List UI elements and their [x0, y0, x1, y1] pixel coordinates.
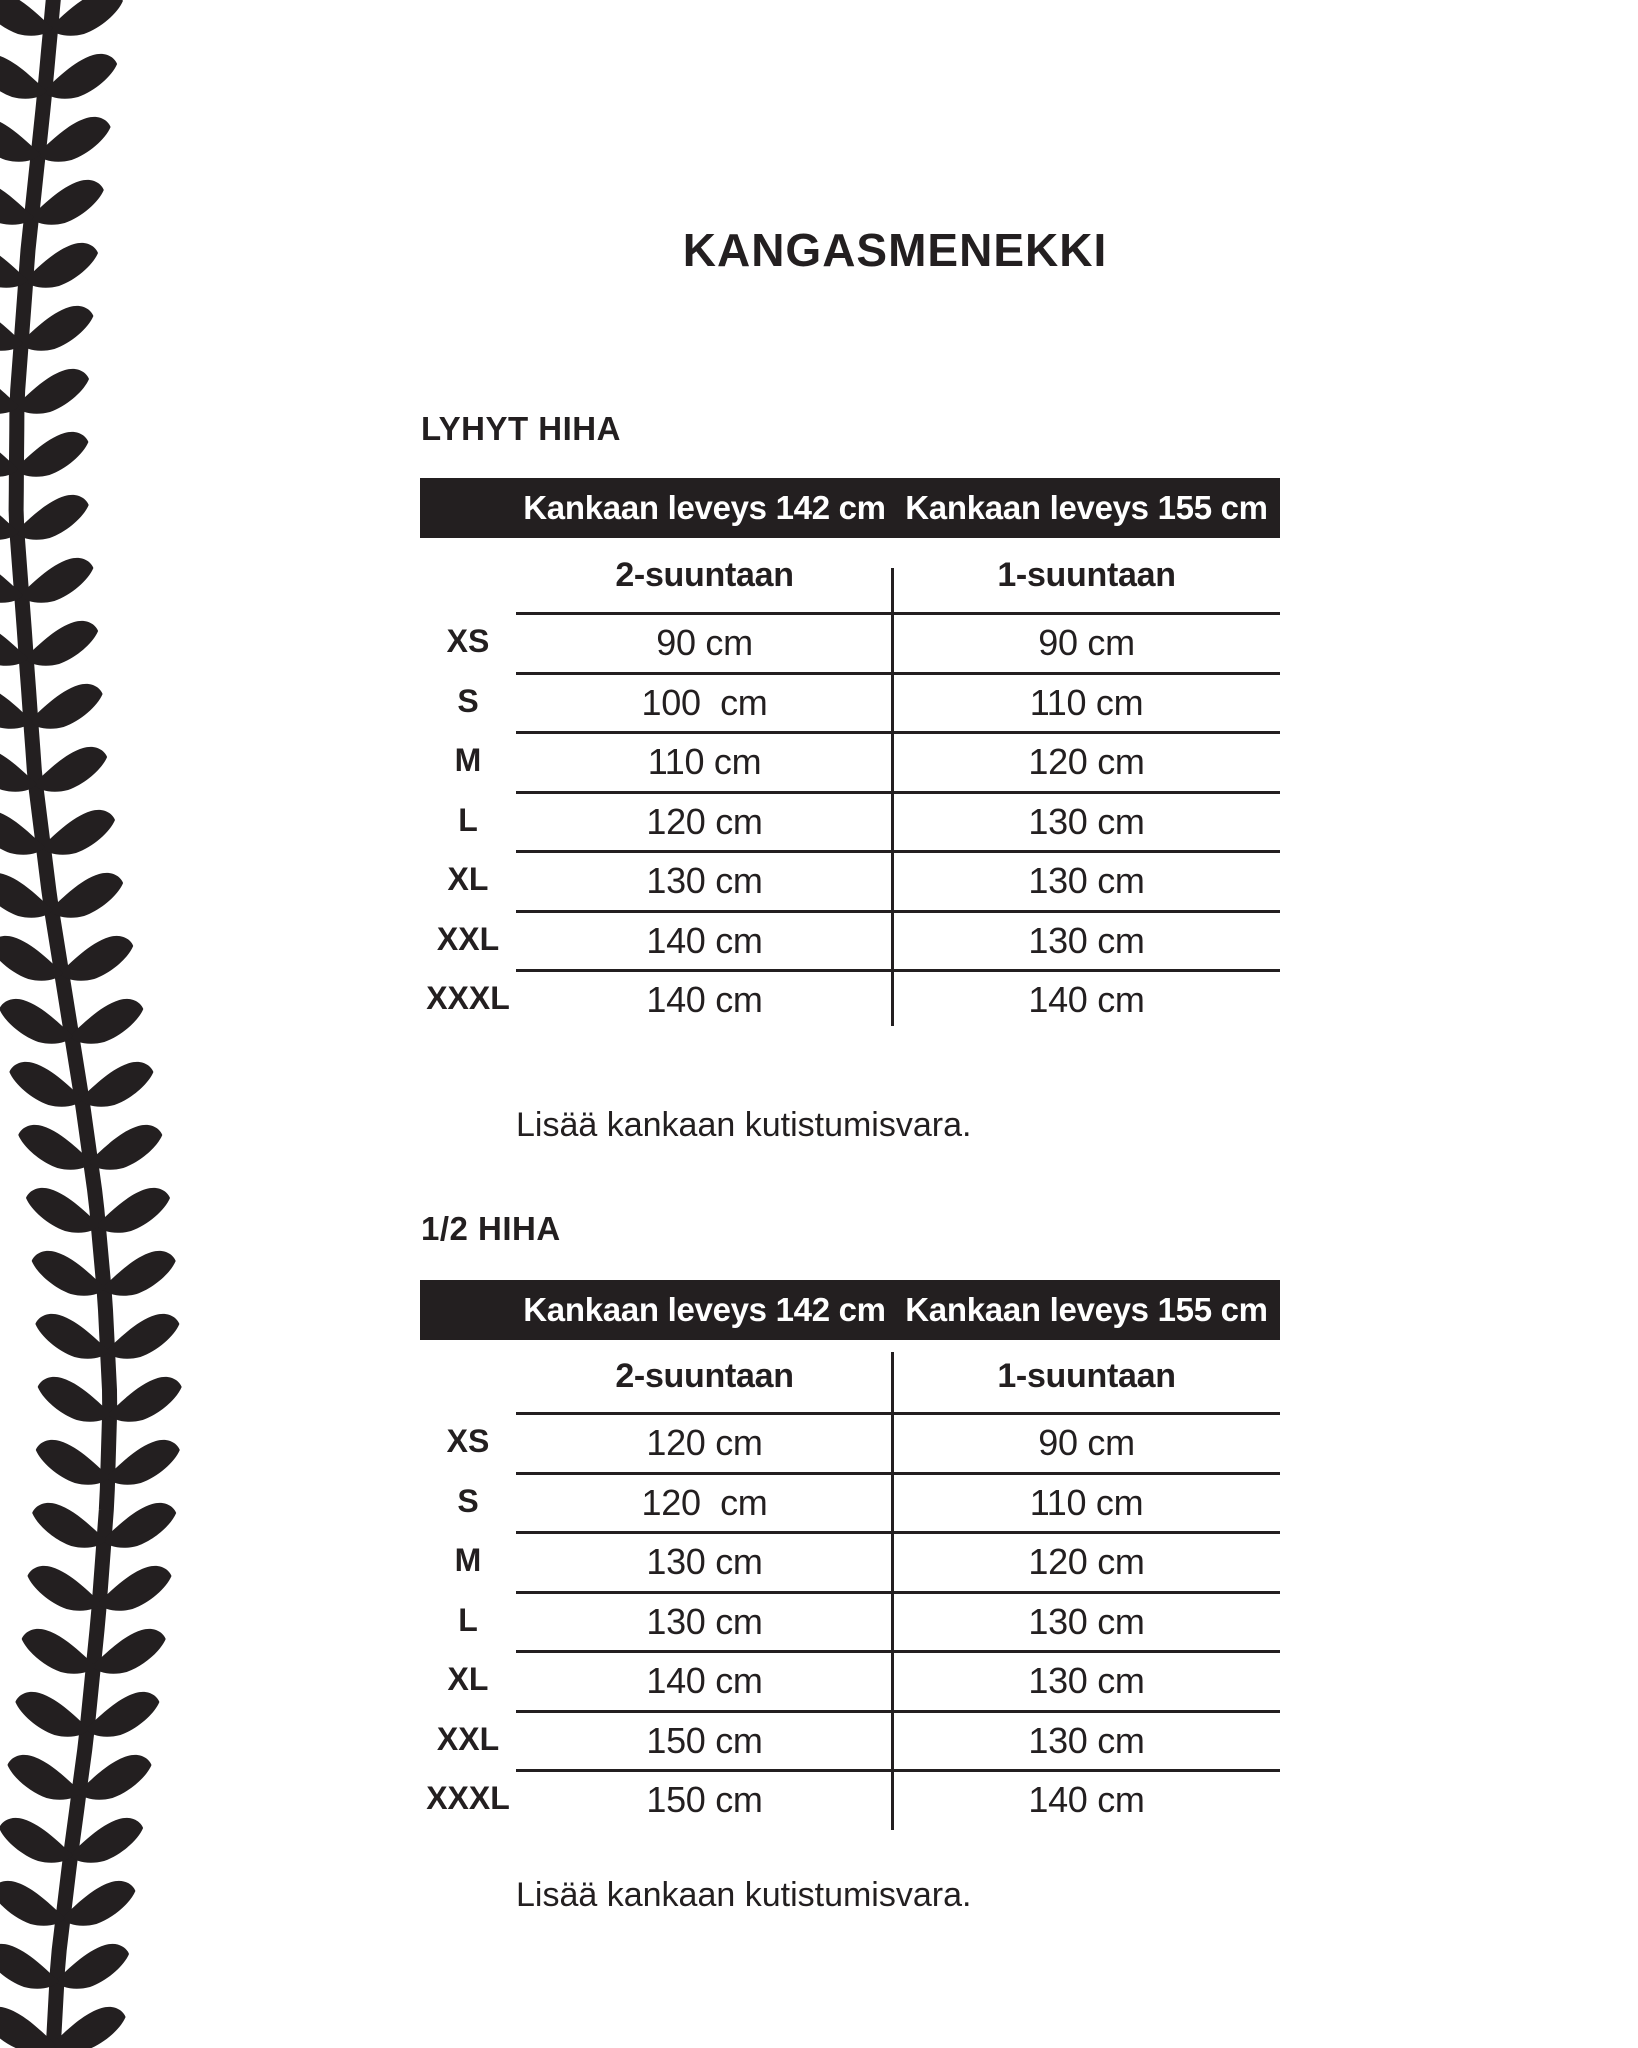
size-label: S	[457, 1482, 479, 1519]
size-label: XL	[447, 861, 489, 898]
column-header-width-142: Kankaan leveys 142 cm	[523, 489, 886, 526]
size-row	[420, 1769, 1280, 1829]
size-label: XXXL	[426, 1780, 510, 1817]
fabric-amount-155-cell: 140 cm	[1028, 979, 1145, 1021]
size-row-values	[516, 1531, 1280, 1591]
column-divider-line	[891, 1352, 894, 1830]
subheader-1-way: 1-suuntaan	[997, 555, 1176, 594]
fabric-amount-142-cell: 120 cm	[646, 1422, 763, 1464]
column-divider-line	[891, 568, 894, 1026]
size-label: M	[454, 1542, 482, 1579]
size-row-values	[516, 791, 1280, 851]
fabric-amount-142-cell: 120 cm	[641, 1481, 768, 1523]
fabric-amount-155-cell: 130 cm	[1028, 1719, 1145, 1761]
leaf-vine-icon	[0, 0, 240, 2048]
fabric-amount-155-cell: 130 cm	[1028, 860, 1145, 902]
fabric-amount-142-cell: 90 cm	[656, 622, 753, 664]
size-row-values	[516, 969, 1280, 1029]
fabric-amount-155-cell: 90 cm	[1038, 1422, 1135, 1464]
size-label: XXL	[436, 920, 500, 957]
subheader-2-way: 2-suuntaan	[615, 1356, 794, 1395]
size-row	[420, 969, 1280, 1029]
column-header-width-155: Kankaan leveys 155 cm	[905, 1291, 1268, 1328]
fabric-amount-155-cell: 120 cm	[1028, 741, 1145, 783]
size-row-values	[516, 1412, 1280, 1472]
fabric-amount-142-cell: 140 cm	[646, 1660, 763, 1702]
fabric-amount-142-cell: 130 cm	[646, 1600, 763, 1642]
size-rows-table	[420, 612, 1280, 1029]
subheader-2-way: 2-suuntaan	[615, 555, 794, 594]
fabric-amount-155-cell: 110 cm	[1029, 1481, 1144, 1523]
size-label: XXL	[436, 1720, 500, 1757]
size-row-values	[516, 612, 1280, 672]
fabric-amount-142-cell: 130 cm	[646, 1541, 763, 1583]
size-label: S	[457, 682, 479, 719]
size-label: XS	[446, 623, 490, 660]
fabric-amount-155-cell: 90 cm	[1038, 622, 1135, 664]
size-row	[420, 910, 1280, 970]
size-row-values	[516, 1769, 1280, 1829]
fabric-amount-142-cell: 140 cm	[646, 919, 763, 961]
direction-subheader-row	[420, 1340, 1280, 1412]
size-row	[420, 791, 1280, 851]
size-label: XL	[447, 1661, 489, 1698]
size-rows-table	[420, 1412, 1280, 1829]
size-row	[420, 1472, 1280, 1532]
column-header-width-155: Kankaan leveys 155 cm	[905, 489, 1268, 526]
column-header-width-142: Kankaan leveys 142 cm	[523, 1291, 886, 1328]
size-row-values	[516, 672, 1280, 732]
size-row	[420, 850, 1280, 910]
size-label: XXXL	[426, 980, 510, 1017]
fabric-amount-155-cell: 110 cm	[1029, 681, 1144, 723]
direction-subheader-row	[420, 538, 1280, 612]
size-row-values	[516, 1591, 1280, 1651]
fabric-amount-142-cell: 100 cm	[641, 681, 768, 723]
size-label: XS	[446, 1423, 490, 1460]
size-row-values	[516, 1472, 1280, 1532]
fabric-amount-155-cell: 140 cm	[1028, 1779, 1145, 1821]
section-heading-half-sleeve: 1/2 HIHA	[421, 1210, 561, 1247]
fabric-width-header-bar	[420, 478, 1280, 538]
section-heading-short-sleeve: LYHYT HIHA	[421, 410, 621, 447]
size-row	[420, 1710, 1280, 1770]
size-label: L	[458, 1601, 478, 1638]
size-row-values	[516, 1710, 1280, 1770]
size-row-values	[516, 910, 1280, 970]
size-row	[420, 1531, 1280, 1591]
fabric-amount-142-cell: 150 cm	[646, 1779, 763, 1821]
size-row	[420, 612, 1280, 672]
fabric-amount-142-cell: 130 cm	[646, 860, 763, 902]
fabric-amount-142-cell: 110 cm	[647, 741, 762, 783]
fabric-amount-155-cell: 130 cm	[1028, 800, 1145, 842]
size-label: M	[454, 742, 482, 779]
size-row-values	[516, 1650, 1280, 1710]
shrinkage-note: Lisää kankaan kutistumisvara.	[516, 1876, 972, 1914]
size-label: L	[458, 801, 478, 838]
fabric-amount-155-cell: 130 cm	[1028, 1600, 1145, 1642]
size-row	[420, 672, 1280, 732]
subheader-1-way: 1-suuntaan	[997, 1356, 1176, 1395]
size-row	[420, 1650, 1280, 1710]
fabric-amount-142-cell: 150 cm	[646, 1719, 763, 1761]
shrinkage-note: Lisää kankaan kutistumisvara.	[516, 1106, 972, 1144]
fabric-amount-142-cell: 120 cm	[646, 800, 763, 842]
size-row-values	[516, 731, 1280, 791]
size-row	[420, 1591, 1280, 1651]
size-row	[420, 1412, 1280, 1472]
size-row	[420, 731, 1280, 791]
fabric-amount-155-cell: 120 cm	[1028, 1541, 1145, 1583]
fabric-width-header-bar	[420, 1280, 1280, 1340]
size-row-values	[516, 850, 1280, 910]
page-title: KANGASMENEKKI	[682, 224, 1108, 276]
fabric-amount-155-cell: 130 cm	[1028, 1660, 1145, 1702]
fabric-amount-155-cell: 130 cm	[1028, 919, 1145, 961]
fabric-amount-142-cell: 140 cm	[646, 979, 763, 1021]
